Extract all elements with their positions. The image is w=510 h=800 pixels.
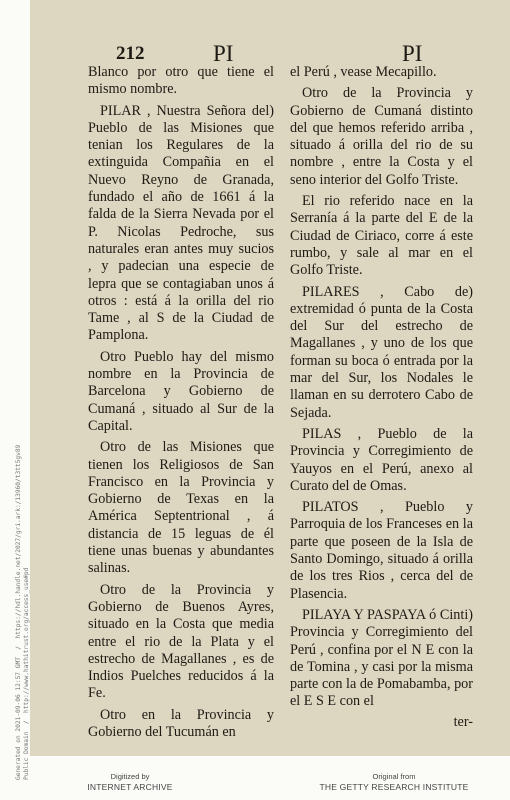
entry-pilaya: PILAYA Y PASPAYA ó Cinti) Provincia y Corregimiento del Perú , confina por el N E con la de Tomina , y casi por la misma parte con la de Pomabamba, por el E S E con el <box>290 606 473 710</box>
footer-left-small: Digitized by <box>110 772 150 781</box>
running-headword-right: PI <box>402 41 423 66</box>
footer-digitized-by <box>70 772 190 793</box>
hathitrust-notice <box>15 445 31 780</box>
footer-right-big: THE GETTY RESEARCH INSTITUTE <box>319 782 469 792</box>
catchword: ter- <box>453 713 473 730</box>
footer-original-from <box>294 772 494 793</box>
paragraph: Otro de la Provincia y Gobierno de Buenos Ayres, situado en la Costa que media entre el rio de la Plata y el estrecho de Magallanes , es de Indios Puelches reducidos á la Fe. <box>88 581 274 702</box>
paragraph: Otro de las Misiones que tienen los Religiosos de San Francisco en la Provincia y Gobierno de Texas en la América Septentrional , á distancia de 15 leguas de él tiene unas buenas y abundantes salinas. <box>88 439 274 577</box>
notice-line-1: Generated on 2021-09-06 12:57 GMT / https://hdl.handle.net/2027/gri.ark:/13960/t3tt5gv89 <box>15 444 22 780</box>
right-column <box>290 64 473 731</box>
paragraph: El rio referido nace en la Serranía á la parte del E de la Ciudad de Ciriaco, corre á este rumbo, y sale al mar en el Golfo Triste. <box>290 193 473 279</box>
left-column <box>88 64 274 745</box>
paragraph: Otro en la Provincia y Gobierno del Tucumán en <box>88 706 274 740</box>
footer-left-big: INTERNET ARCHIVE <box>87 782 173 792</box>
entry-pilares: PILARES , Cabo de) extremidad ó punta de la Costa del Sur del estrecho de Magallanes , y uno de los que forman su boca ó entrada por la mar del Sur, los Nodales le llaman en su derrotero Cabo de Sejada. <box>290 283 473 421</box>
paragraph: Otro Pueblo hay del mismo nombre en la Provincia de Barcelona y Gobierno de Cumaná , situado al Sur de la Capital. <box>88 348 274 434</box>
entry-pilatos: PILATOS , Pueblo y Parroquia de los Franceses en la parte que poseen de la Isla de Santo Domingo, situado á orilla de los tres Rios , cerca del de Plasencia. <box>290 499 473 602</box>
footer <box>30 756 510 800</box>
entry-pilas: PILAS , Pueblo de la Provincia y Corregimiento de Yauyos en el Perú, anexo al Curato del de Omas. <box>290 425 473 494</box>
paragraph: Otro de la Provincia y Gobierno de Cumaná distinto del que hemos referido arriba , situado á orilla del rio de su nombre , entre la Costa y el seno interior del Golfo Triste. <box>290 85 473 188</box>
running-headword-left: PI <box>213 41 234 66</box>
paragraph: Blanco por otro que tiene el mismo nombre. <box>88 64 274 98</box>
paragraph: el Perú , vease Mecapillo. <box>290 64 437 80</box>
entry-pilar: PILAR , Nuestra Señora del) Pueblo de las Misiones que tenian los Regulares de la extinguida Compañia en el Nuevo Reyno de Granada, fundado el año de 1661 á la falda de la Sierra Nevada por el P. Nicolas Pedroche, sus naturales eran antes muy sucios , y padecian una especie de lepra que se contagiaban unos á otros : está á la orilla del rio Tame , al S de la Ciudad de Pamplona. <box>88 102 274 344</box>
footer-right-small: Original from <box>372 772 416 781</box>
notice-line-2: Public Domain / http://www.hathitrust.org/access_use#pd <box>23 567 30 780</box>
page-number: 212 <box>116 43 145 64</box>
